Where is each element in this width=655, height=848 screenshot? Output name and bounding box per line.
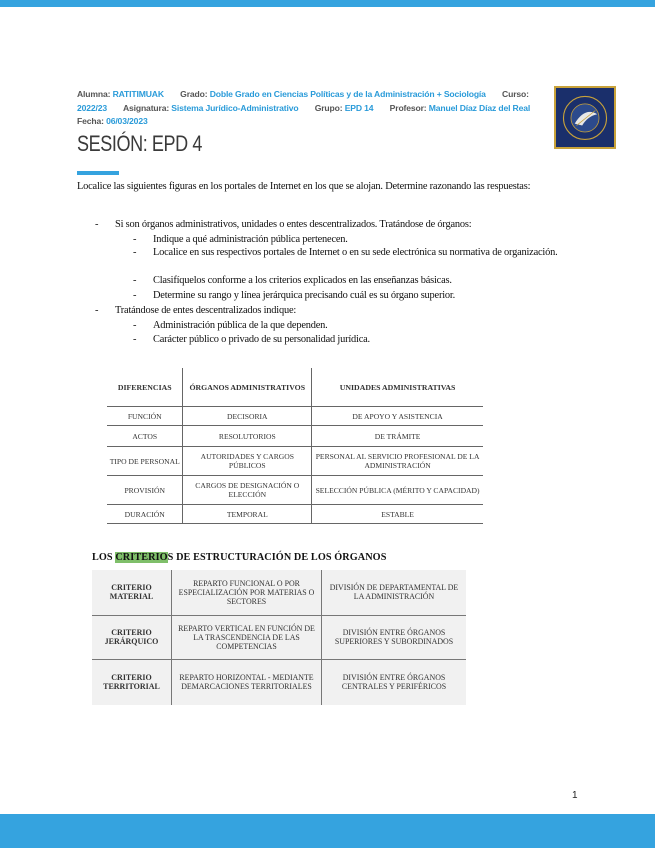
list-item-text: Si son órganos administrativos, unidades o entes descentralizados. Tratándose de órganos: (115, 219, 472, 230)
table-header-row (107, 368, 483, 407)
title-highlight: CRITERIO (115, 552, 168, 563)
list-item-text: Determine su rango y línea jerárquica precisando cuál es su órgano superior. (153, 290, 455, 301)
profesor-value: Manuel Díaz Díaz del Real (428, 102, 531, 113)
table-cell: FUNCIÓN (107, 407, 183, 426)
fecha-label: Fecha: (77, 116, 104, 126)
list-dash: - (133, 275, 137, 286)
list-dash: - (133, 247, 137, 258)
table-header-cell: DIFERENCIAS (107, 368, 183, 407)
page-number: 1 (572, 790, 578, 801)
table-cell: DIVISIÓN ENTRE ÓRGANOS SUPERIORES Y SUBORDINADOS (322, 615, 467, 659)
title-underline (77, 171, 119, 175)
differences-table (107, 368, 483, 524)
list-dash: - (133, 290, 137, 301)
alumna-label: Alumna: (77, 89, 111, 99)
table-row (107, 505, 483, 524)
top-accent-bar (0, 0, 655, 7)
table-cell: PERSONAL AL SERVICIO PROFESIONAL DE LA ADMINISTRACIÓN (312, 447, 483, 476)
curso-value: 2022/23 (77, 102, 108, 113)
curso-label: Curso: (502, 89, 529, 99)
alumna-value: RATITIMUAK (112, 89, 164, 99)
list-item-text: Administración pública de la que dependen. (153, 320, 328, 331)
table-cell: REPARTO VERTICAL EN FUNCIÓN DE LA TRASCENDENCIA DE LAS COMPETENCIAS (172, 615, 322, 659)
criteria-table-title (92, 552, 386, 563)
intro-paragraph: Localice las siguientes figuras en los portales de Internet en los que se alojan. Determine razonando las respuestas: (77, 181, 531, 192)
table-cell: DE APOYO Y ASISTENCIA (312, 407, 483, 426)
table-row (92, 570, 466, 615)
grado-label: Grado: (180, 89, 208, 99)
table-cell: ACTOS (107, 426, 183, 447)
table-cell: CRITERIO JERÁRQUICO (92, 615, 172, 659)
table-cell: DE TRÁMITE (312, 426, 483, 447)
table-header-cell: UNIDADES ADMINISTRATIVAS (339, 382, 456, 392)
table-row (92, 615, 466, 659)
university-logo (554, 86, 616, 149)
table-cell: DURACIÓN (107, 505, 183, 524)
grupo-label: Grupo: (314, 102, 343, 113)
profesor-label: Profesor: (389, 102, 427, 113)
asignatura-value: Sistema Jurídico-Administrativo (171, 102, 299, 113)
list-dash: - (133, 334, 137, 345)
list-item-text: Localice en sus respectivos portales de Internet o en su sede electrónica su normativa de organización. (153, 247, 558, 258)
page-title: SESIÓN: EPD 4 (77, 131, 203, 156)
table-cell: CRITERIO TERRITORIAL (92, 659, 172, 705)
fecha-value: 06/03/2023 (106, 116, 148, 126)
bottom-accent-bar (0, 814, 655, 848)
table-cell: PROVISIÓN (107, 476, 183, 505)
list-dash: - (95, 219, 99, 230)
list-item-text: Indique a qué administración pública pertenecen. (153, 234, 348, 245)
table-cell: DIVISIÓN ENTRE ÓRGANOS CENTRALES Y PERIFÉRICOS (322, 659, 467, 705)
table-row (107, 447, 483, 476)
table-row (107, 426, 483, 447)
asignatura-label: Asignatura: (122, 102, 170, 113)
table-cell: CRITERIO MATERIAL (92, 570, 172, 615)
table-row (107, 407, 483, 426)
grupo-value: EPD 14 (344, 102, 374, 113)
list-dash: - (133, 320, 137, 331)
table-cell: DIVISIÓN DE DEPARTAMENTAL DE LA ADMINISTRACIÓN (329, 583, 459, 602)
list-dash: - (133, 234, 137, 245)
table-header-cell: ÓRGANOS ADMINISTRATIVOS (183, 368, 312, 407)
table-cell: ESTABLE (312, 505, 483, 524)
table-cell: DECISORIA (183, 407, 312, 426)
list-dash: - (95, 305, 99, 316)
table-cell: AUTORIDADES Y CARGOS PÚBLICOS (183, 447, 312, 476)
title-part: S DE ESTRUCTURACIÓN DE LOS ÓRGANOS (167, 552, 387, 563)
list-item-text: Tratándose de entes descentralizados indique: (115, 305, 297, 316)
list-item-text: Carácter público o privado de su personalidad jurídica. (153, 334, 370, 345)
table-cell: TIPO DE PERSONAL (107, 447, 183, 476)
table-cell: RESOLUTORIOS (183, 426, 312, 447)
table-cell: CARGOS DE DESIGNACIÓN O ELECCIÓN (183, 476, 312, 505)
list-item-text: Clasifíquelos conforme a los criterios explicados en las enseñanzas básicas. (153, 275, 452, 286)
grado-value: Doble Grado en Ciencias Políticas y de la Administración + Sociología (209, 89, 486, 99)
table-cell: TEMPORAL (183, 505, 312, 524)
title-part: LOS (92, 552, 116, 563)
table-cell: REPARTO HORIZONTAL - MEDIANTE DEMARCACIONES TERRITORIALES (172, 659, 322, 705)
table-cell: REPARTO FUNCIONAL O POR ESPECIALIZACIÓN POR MATERIAS O SECTORES (172, 570, 322, 615)
table-row (92, 659, 466, 705)
document-metadata (77, 88, 532, 129)
criteria-table (92, 570, 466, 705)
table-cell: SELECCIÓN PÚBLICA (MÉRITO Y CAPACIDAD) (312, 476, 483, 505)
table-row (107, 476, 483, 505)
